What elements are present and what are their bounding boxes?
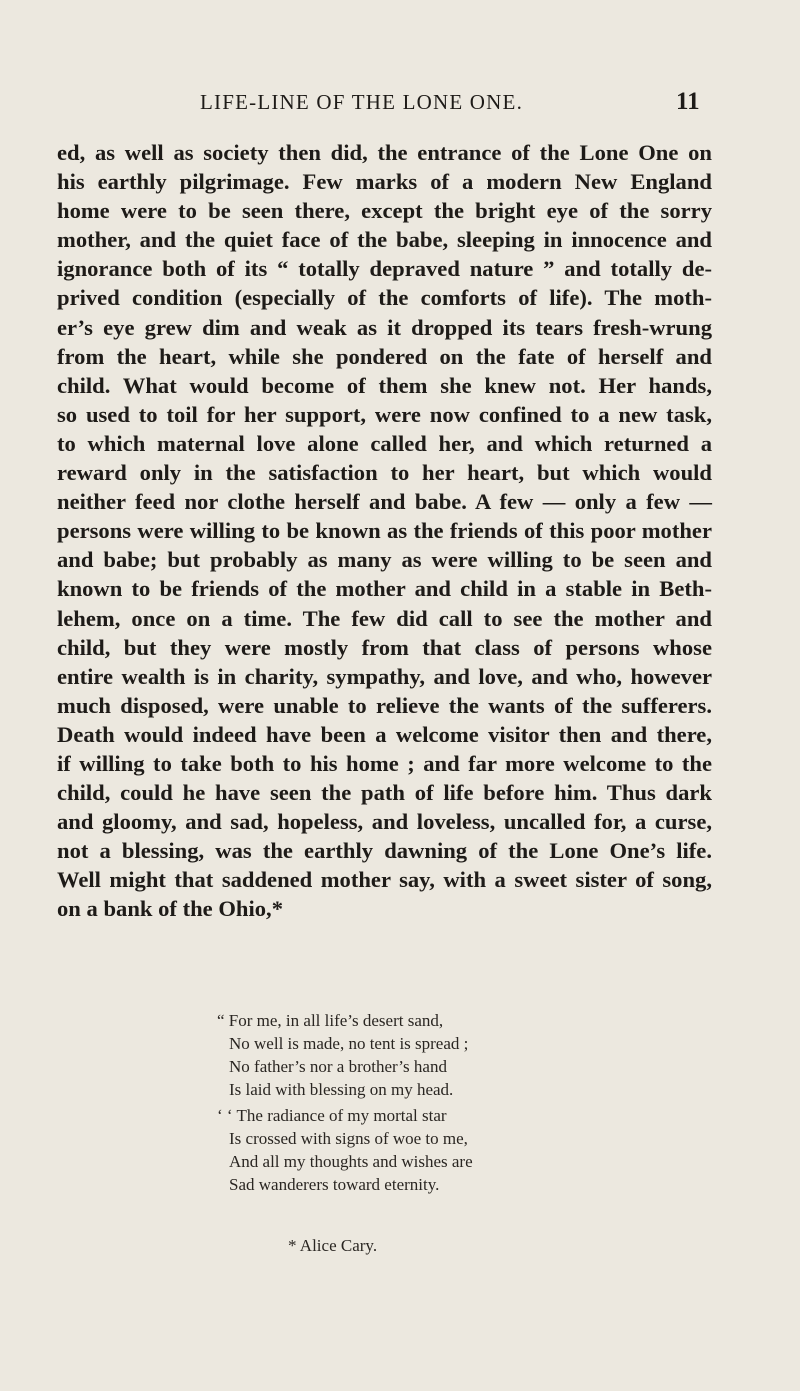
text-line: child, could he have seen the path of life before him. Thus dark (57, 780, 712, 806)
poem-line: No well is made, no tent is spread ; (229, 1034, 469, 1053)
poem-line: Is laid with blessing on my head. (229, 1080, 454, 1099)
page-number: 11 (676, 88, 700, 115)
text-line: from the heart, while she pondered on the fate of herself and (57, 343, 712, 369)
text-line: much disposed, were unable to relieve the wants of the sufferers. (57, 692, 712, 718)
poem-line: And all my thoughts and wishes are (229, 1152, 473, 1171)
text-line: lehem, once on a time. The few did call to see the mother and (57, 605, 712, 631)
footnote-attribution: * Alice Cary. (288, 1236, 378, 1255)
text-line: Death would indeed have been a welcome visitor then and there, (57, 721, 712, 747)
text-line: not a blessing, was the earthly dawning of the Lone One’s life. (57, 838, 712, 864)
text-line: if willing to take both to his home ; and far more welcome to the (57, 750, 712, 776)
running-title: LIFE-LINE OF THE LONE ONE. (200, 90, 524, 114)
text-line: on a bank of the Ohio,* (57, 896, 283, 922)
text-line: entire wealth is in charity, sympathy, and love, and who, however (57, 663, 712, 689)
poem-line: No father’s nor a brother’s hand (229, 1057, 447, 1076)
text-line: prived condition (especially of the comforts of life). The moth- (57, 285, 712, 311)
text-line: to which maternal love alone called her, and which returned a (57, 430, 712, 456)
text-line: ed, as well as society then did, the entrance of the Lone One on (57, 140, 712, 165)
text-line: child, but they were mostly from that class of persons whose (57, 634, 712, 660)
poem-line: Is crossed with signs of woe to me, (229, 1129, 468, 1148)
text-line: home were to be seen there, except the bright eye of the sorry (57, 198, 712, 224)
poem-line: “ For me, in all life’s desert sand, (217, 1011, 444, 1030)
text-line: child. What would become of them she knew not. Her hands, (57, 372, 712, 398)
poem-line: Sad wanderers toward eternity. (229, 1175, 440, 1194)
text-line: er’s eye grew dim and weak as it dropped its tears fresh-wrung (57, 314, 712, 340)
text-line: his earthly pilgrimage. Few marks of a modern New England (57, 169, 712, 195)
text-line: and babe; but probably as many as were willing to be seen and (57, 547, 712, 573)
text-line: persons were willing to be known as the friends of this poor mother (57, 518, 712, 544)
body-text (57, 138, 712, 924)
text-line: Well might that saddened mother say, with a sweet sister of song, (57, 867, 712, 893)
text-line: neither feed nor clothe herself and babe. A few — only a few — (57, 489, 712, 515)
page-header (0, 88, 800, 122)
poem-line: ‘ ‘ The radiance of my mortal star (217, 1106, 447, 1125)
text-line: so used to toil for her support, were now confined to a new task, (57, 401, 712, 427)
text-line: and gloomy, and sad, hopeless, and loveless, uncalled for, a curse, (57, 809, 712, 835)
text-line: known to be friends of the mother and child in a stable in Beth- (57, 576, 712, 602)
text-line: reward only in the satisfaction to her heart, but which would (57, 460, 712, 486)
text-line: ignorance both of its “ totally depraved nature ” and totally de- (57, 256, 712, 282)
text-line: mother, and the quiet face of the babe, sleeping in innocence and (57, 227, 712, 253)
